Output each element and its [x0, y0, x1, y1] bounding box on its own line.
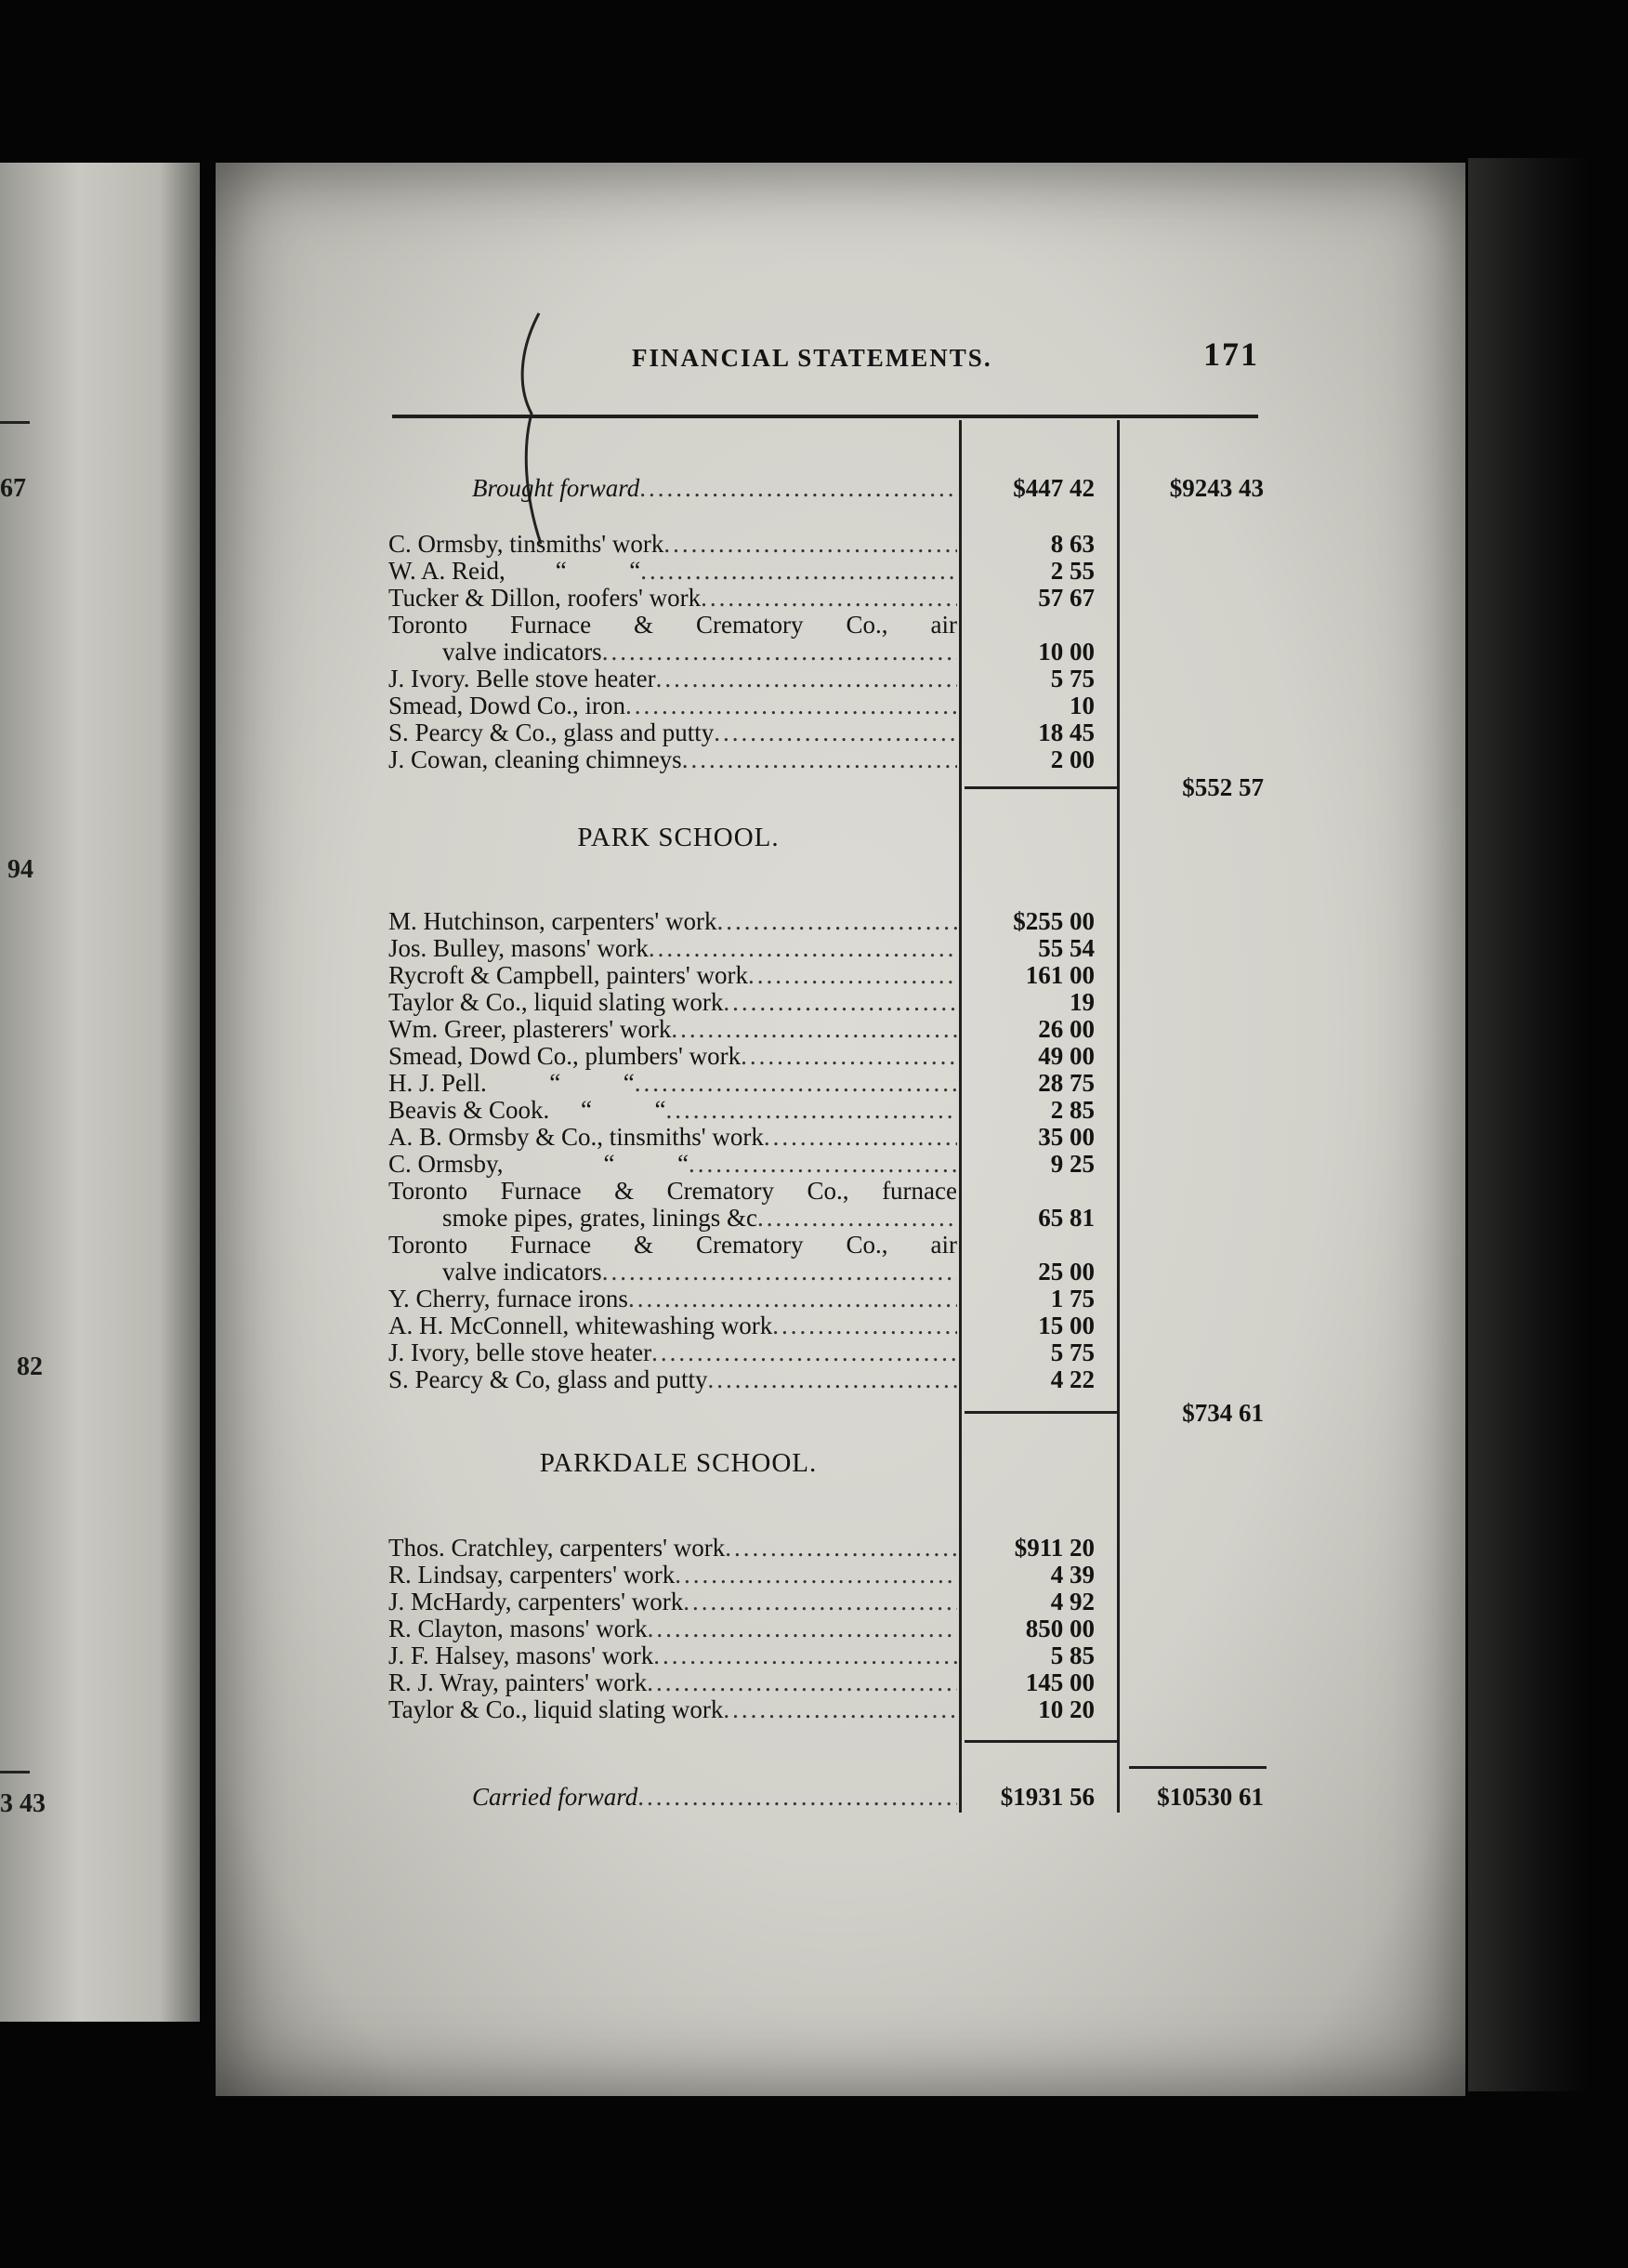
list-item: H. J. Pell. “ “ ..... — [388, 1069, 957, 1097]
list-item: Jos. Bulley, masons' work ..... — [388, 934, 957, 962]
list-item: Y. Cherry, furnace irons ..... — [388, 1285, 957, 1312]
list-item-amount: 4 92 — [1050, 1588, 1095, 1615]
list-item: smoke pipes, grates, linings &c ..... — [388, 1204, 957, 1232]
list-item-amount: 25 00 — [1038, 1258, 1095, 1286]
column-rule — [1117, 420, 1120, 1813]
list-item: J. Ivory, belle stove heater ..... — [388, 1338, 957, 1366]
subtotal-rule — [965, 1740, 1117, 1743]
list-item: Taylor & Co., liquid slating work ..... — [388, 988, 957, 1016]
subtotal-rule — [965, 786, 1117, 789]
list-item-amount: 65 81 — [1038, 1204, 1095, 1232]
list-item: R. J. Wray, painters' work ..... — [388, 1668, 957, 1696]
list-item-amount: $255 00 — [1013, 907, 1095, 935]
list-item-amount: 145 00 — [1025, 1668, 1095, 1696]
left-page-number: 3 43 — [0, 1789, 46, 1818]
list-item-amount: 161 00 — [1025, 961, 1095, 989]
list-item-amount: 2 85 — [1050, 1096, 1095, 1124]
list-item: M. Hutchinson, carpenters' work ..... — [388, 907, 957, 935]
list-item: A. H. McConnell, whitewashing work ..... — [388, 1312, 957, 1339]
list-item-amount: 5 75 — [1050, 1338, 1095, 1366]
left-page-rule — [0, 1771, 30, 1774]
list-item-amount: 26 00 — [1038, 1015, 1095, 1043]
left-page-number: 82 — [17, 1352, 43, 1381]
carried-forward-row — [472, 1783, 957, 1811]
page-number: 171 — [1203, 336, 1259, 373]
list-item-amount: 35 00 — [1038, 1123, 1095, 1151]
list-item-amount: 10 — [1070, 692, 1095, 719]
list-item: A. B. Ormsby & Co., tinsmiths' work ..... — [388, 1123, 957, 1151]
list-item: Wm. Greer, plasterers' work ..... — [388, 1015, 957, 1043]
list-item-amount: 8 63 — [1050, 530, 1095, 558]
list-item: S. Pearcy & Co, glass and putty ..... — [388, 1365, 957, 1393]
carried-forward-col1: $1931 56 — [1000, 1783, 1095, 1811]
column-rule — [959, 420, 962, 1813]
carried-forward-col2: $10530 61 — [1157, 1783, 1264, 1811]
list-item-amount: 10 00 — [1038, 638, 1095, 666]
left-page-number: 67 — [0, 474, 26, 503]
section-1-total: $552 57 — [1182, 773, 1264, 801]
list-item: J. McHardy, carpenters' work ..... — [388, 1588, 957, 1615]
list-item: valve indicators ..... — [388, 638, 957, 666]
list-item: R. Lindsay, carpenters' work ..... — [388, 1561, 957, 1589]
section-2-total: $734 61 — [1182, 1399, 1264, 1427]
header-rule — [392, 415, 1258, 418]
list-item: Toronto Furnace & Crematory Co., air — [388, 1231, 957, 1259]
list-item: Beavis & Cook. “ “ ..... — [388, 1096, 957, 1124]
left-page-rule — [0, 421, 30, 424]
list-item-amount: 18 45 — [1038, 719, 1095, 746]
list-item: valve indicators ..... — [388, 1258, 957, 1286]
list-item: C. Ormsby, tinsmiths' work ..... — [388, 530, 957, 558]
total-rule — [1129, 1766, 1267, 1769]
list-item: Toronto Furnace & Crematory Co., air — [388, 611, 957, 639]
list-item-amount: 9 25 — [1050, 1150, 1095, 1178]
book-edge-shadow — [1468, 158, 1589, 2091]
list-item: Rycroft & Campbell, painters' work ..... — [388, 961, 957, 989]
list-item-amount: 19 — [1070, 988, 1095, 1016]
section-title: PARKDALE SCHOOL. — [539, 1448, 818, 1478]
list-item: R. Clayton, masons' work ..... — [388, 1615, 957, 1642]
list-item-amount: 15 00 — [1038, 1312, 1095, 1339]
list-item: W. A. Reid, “ “ ..... — [388, 557, 957, 585]
list-item-amount: 2 55 — [1050, 557, 1095, 585]
list-item-amount: 2 00 — [1050, 745, 1095, 773]
brought-forward-col2: $9243 43 — [1169, 474, 1264, 502]
list-item: C. Ormsby, “ “ ..... — [388, 1150, 957, 1178]
list-item-amount: 28 75 — [1038, 1069, 1095, 1097]
list-item-amount: 5 75 — [1050, 665, 1095, 692]
list-item-amount: 57 67 — [1038, 584, 1095, 612]
list-item: Taylor & Co., liquid slating work ..... — [388, 1695, 957, 1723]
list-item-amount: 1 75 — [1050, 1285, 1095, 1312]
brought-forward-col1: $447 42 — [1013, 474, 1095, 502]
pencil-mark-icon — [504, 311, 578, 553]
list-item: J. Ivory. Belle stove heater ..... — [388, 665, 957, 692]
list-item-amount: 4 39 — [1050, 1561, 1095, 1589]
carried-forward-label: Carried forward — [472, 1783, 638, 1811]
brought-forward-row — [472, 474, 957, 502]
section-title: PARK SCHOOL. — [577, 823, 780, 852]
list-item-amount: 850 00 — [1025, 1615, 1095, 1642]
list-item: J. Cowan, cleaning chimneys ..... — [388, 745, 957, 773]
list-item: Smead, Dowd Co., iron ..... — [388, 692, 957, 719]
list-item: S. Pearcy & Co., glass and putty ..... — [388, 719, 957, 746]
list-item-amount: 49 00 — [1038, 1042, 1095, 1070]
brought-forward-label: Brought forward — [472, 474, 640, 502]
list-item: Smead, Dowd Co., plumbers' work ..... — [388, 1042, 957, 1070]
list-item-amount: 5 85 — [1050, 1642, 1095, 1669]
list-item-amount: 55 54 — [1038, 934, 1095, 962]
left-page-fragment — [0, 163, 200, 2022]
left-page-number: 94 — [7, 855, 33, 884]
list-item-amount: 10 20 — [1038, 1695, 1095, 1723]
list-item: J. F. Halsey, masons' work ..... — [388, 1642, 957, 1669]
page-title: FINANCIAL STATEMENTS. — [632, 344, 992, 372]
list-item-amount: $911 20 — [1014, 1534, 1095, 1562]
list-item: Thos. Cratchley, carpenters' work ..... — [388, 1534, 957, 1562]
list-item-amount: 4 22 — [1050, 1365, 1095, 1393]
list-item: Tucker & Dillon, roofers' work ..... — [388, 584, 957, 612]
subtotal-rule — [965, 1411, 1117, 1414]
list-item: Toronto Furnace & Crematory Co., furnace — [388, 1177, 957, 1205]
